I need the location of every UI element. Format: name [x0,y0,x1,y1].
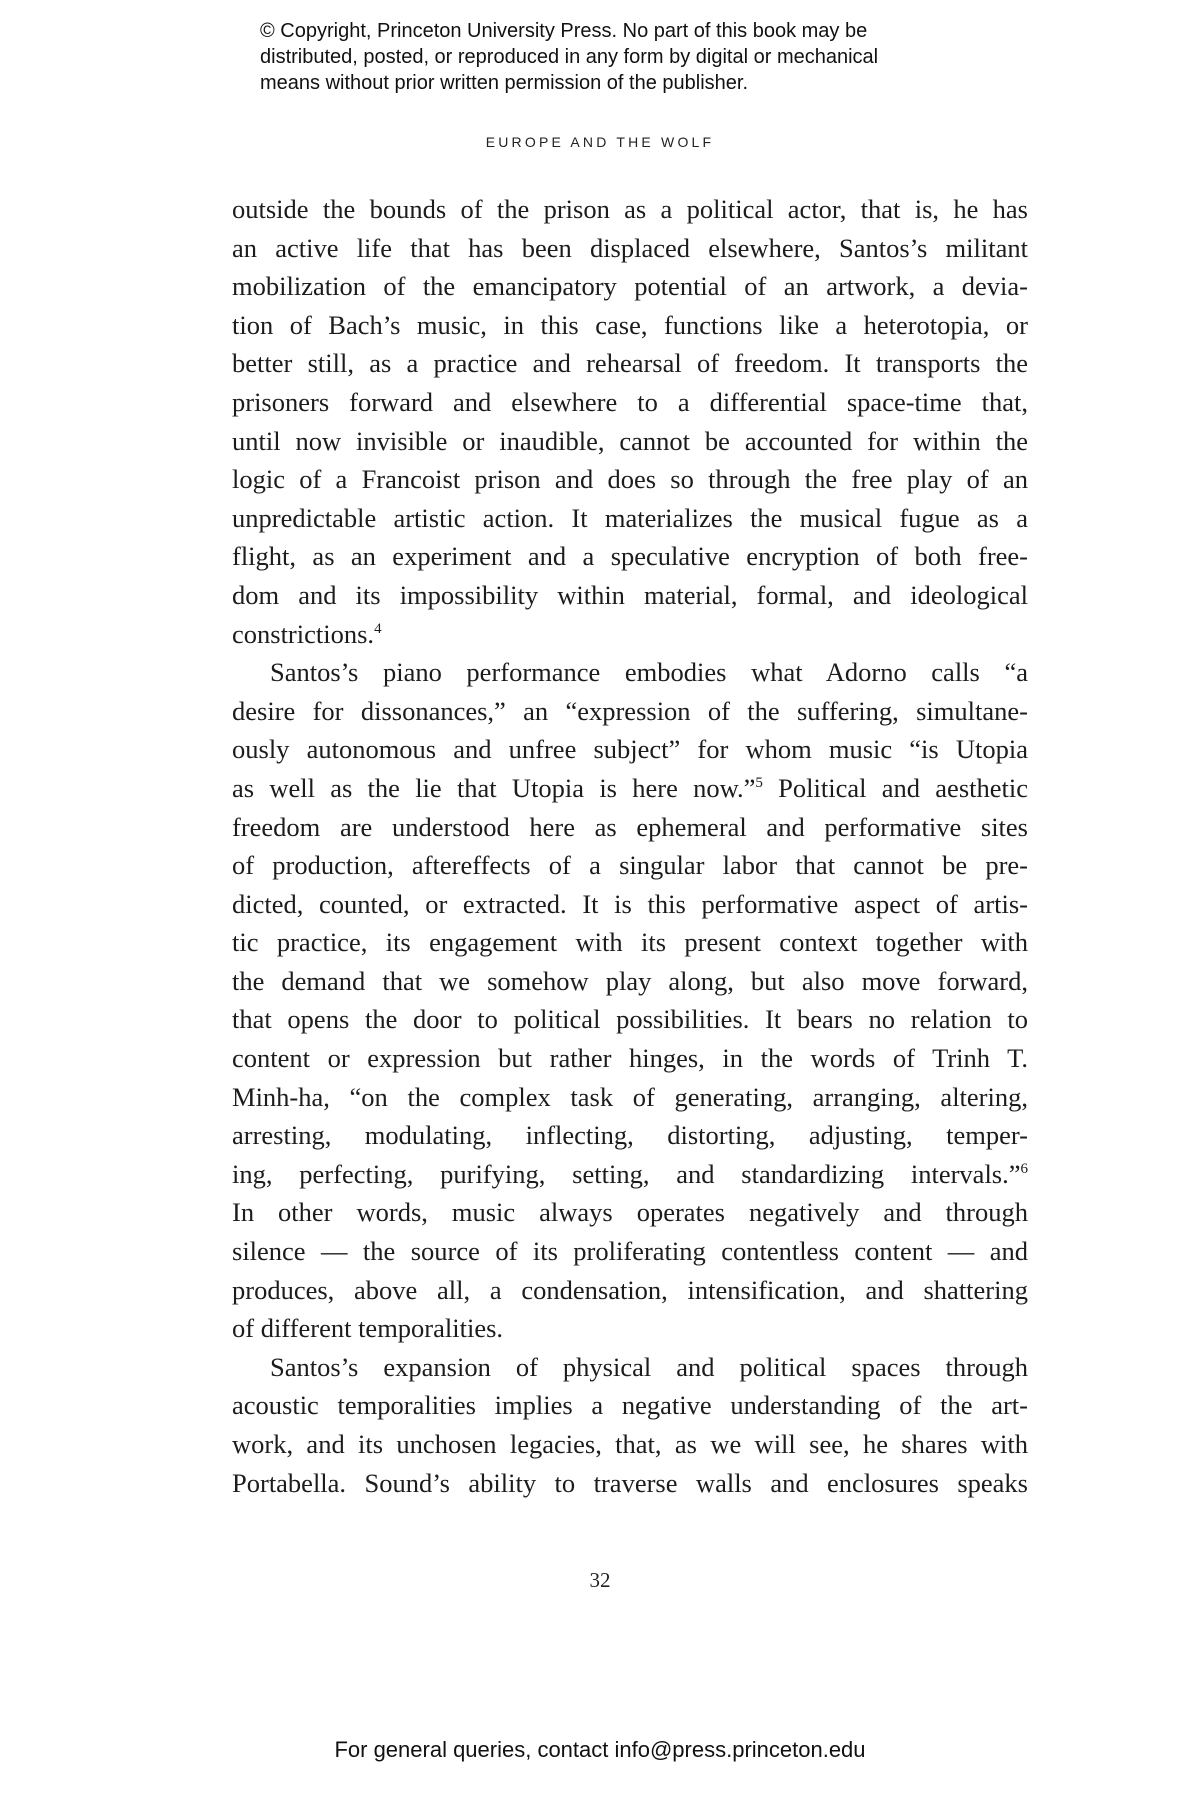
text-line: desire for dissonances,” an “expression of the suffering, simultane- [232,695,1028,726]
text-line: ously autonomous and unfree subject” for whom music “is Utopia [232,734,1028,765]
page-number: 32 [589,1568,611,1592]
text-line: outside the bounds of the prison as a political actor, that is, he has [232,194,1028,224]
text-line: better still, as a practice and rehearsal of freedom. It transports the [232,348,1028,379]
text-line: content or expression but rather hinges, in the words of Trinh T. [232,1043,1028,1074]
text-line: logic of a Francoist prison and does so through the free play of an [232,464,1028,495]
text-segment: as well as the lie that Utopia is here now.” [232,772,756,803]
text-line: produces, above all, a condensation, intensification, and shattering [232,1274,1028,1305]
text-line: silence — the source of its proliferating contentless content — and [232,1236,1028,1267]
text-line: Minh-ha, “on the complex task of generating, arranging, altering, [232,1081,1028,1112]
text-line [232,769,1028,808]
text-line: unpredictable artistic action. It materializes the musical fugue as a [232,502,1028,533]
text-line: flight, as an experiment and a speculative encryption of both free- [232,541,1028,572]
text-line: until now invisible or inaudible, cannot be accounted for within the [232,425,1028,456]
text-line: dicted, counted, or extracted. It is this performative aspect of artis- [232,888,1028,919]
text-line: tic practice, its engagement with its present context together with [232,927,1028,958]
text-line: tion of Bach’s music, in this case, functions like a heterotopia, or [232,309,1028,340]
text-line: acoustic temporalities implies a negative understanding of the art- [232,1390,1028,1421]
text-line: Portabella. Sound’s ability to traverse walls and enclosures speaks [232,1467,1028,1498]
text-line: that opens the door to political possibilities. It bears no relation to [232,1004,1028,1035]
text-line: In other words, music always operates negatively and through [232,1197,1028,1228]
copyright-line: means without prior written permission of the publisher. [260,72,749,94]
text-line: Santos’s piano performance embodies what Adorno calls “a [270,657,1028,688]
text-line: arresting, modulating, inflecting, distorting, adjusting, temper- [232,1120,1028,1151]
copyright-line: distributed, posted, or reproduced in any form by digital or mechanical [260,46,879,68]
running-head: EUROPE AND THE WOLF [485,134,715,150]
footnote-ref: 5 [755,774,763,791]
text-line: work, and its unchosen legacies, that, as we will see, he shares with [232,1429,1028,1459]
text-line: of different temporalities. [232,1313,504,1344]
copyright-notice [260,18,1020,96]
text-segment: ing, perfecting, purifying, setting, and standardizing intervals.” [232,1158,1021,1189]
text-line: an active life that has been displaced elsewhere, Santos’s militant [232,232,1028,263]
text-segment: constrictions. [232,618,375,649]
text-line: prisoners forward and elsewhere to a differential space-time that, [232,386,1028,417]
footer-contact: For general queries, contact info@press.princeton.edu [334,1737,866,1762]
footnote-ref: 6 [1020,1160,1028,1177]
body-text [232,190,1028,1502]
text-line: dom and its impossibility within material, formal, and ideological [232,579,1028,610]
footnote-ref: 4 [374,620,382,637]
text-segment: Political and aesthetic [762,772,1028,803]
text-line: freedom are understood here as ephemeral and performative sites [232,811,1028,842]
text-line [232,1155,1028,1194]
text-line: mobilization of the emancipatory potential of an artwork, a devia- [232,271,1028,302]
text-line: the demand that we somehow play along, but also move forward, [232,965,1028,996]
text-line [232,615,1028,654]
text-line: Santos’s expansion of physical and political spaces through [270,1351,1028,1382]
copyright-line: © Copyright, Princeton University Press. No part of this book may be [260,20,868,42]
text-line: of production, aftereffects of a singular labor that cannot be pre- [232,850,1028,881]
